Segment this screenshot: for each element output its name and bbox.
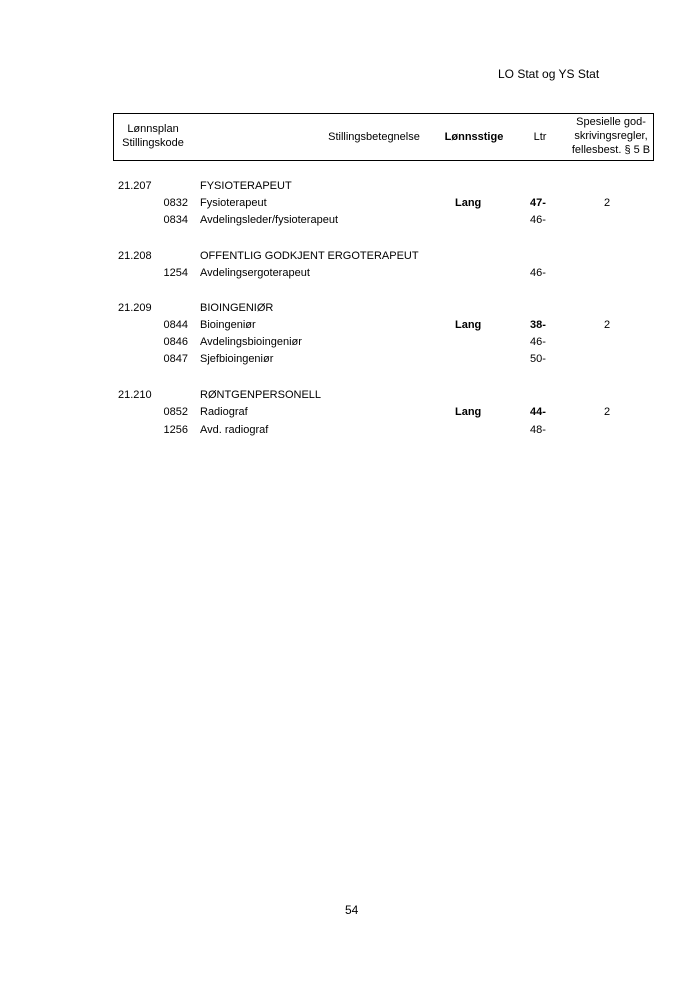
table-row bbox=[0, 317, 700, 333]
position-code: 0834 bbox=[163, 214, 188, 226]
table-row bbox=[0, 404, 700, 420]
salary-grade: 46- bbox=[530, 336, 546, 348]
table-row bbox=[0, 265, 700, 281]
group-name: FYSIOTERAPEUT bbox=[200, 180, 292, 192]
position-title: Sjefbioingeniør bbox=[200, 353, 274, 365]
table-row bbox=[0, 212, 700, 228]
header-ltr: Ltr bbox=[533, 131, 547, 143]
table-row bbox=[0, 351, 700, 367]
header-code bbox=[114, 122, 192, 150]
salary-grade: 44- bbox=[530, 406, 546, 418]
position-title: Radiograf bbox=[200, 406, 248, 418]
position-title: Avdelingsbioingeniør bbox=[200, 336, 302, 348]
table-row bbox=[0, 334, 700, 350]
table-row bbox=[0, 422, 700, 438]
position-code: 0847 bbox=[163, 353, 188, 365]
group-name: RØNTGENPERSONELL bbox=[200, 389, 322, 401]
special-rule: 2 bbox=[604, 406, 611, 418]
group-row bbox=[0, 387, 700, 403]
position-title: Avdelingsleder/fysioterapeut bbox=[200, 214, 338, 226]
salary-grade: 46- bbox=[530, 214, 546, 226]
group-name: OFFENTLIG GODKJENT ERGOTERAPEUT bbox=[200, 250, 419, 262]
header-code-line1: Lønnsplan bbox=[127, 123, 179, 135]
page-number: 54 bbox=[345, 903, 359, 917]
position-code: 1256 bbox=[163, 424, 188, 436]
group-row bbox=[0, 300, 700, 316]
salary-grade: 46- bbox=[530, 267, 546, 279]
salary-grade: 50- bbox=[530, 353, 546, 365]
header-rules-line2: skrivingsregler, bbox=[574, 130, 648, 142]
plan-code: 21.210 bbox=[118, 389, 152, 401]
plan-code: 21.208 bbox=[118, 250, 152, 262]
salary-ladder: Lang bbox=[455, 406, 482, 418]
salary-grade: 47- bbox=[530, 197, 546, 209]
position-code: 0844 bbox=[163, 319, 188, 331]
salary-grade: 38- bbox=[530, 319, 546, 331]
organization-header: LO Stat og YS Stat bbox=[498, 67, 600, 81]
group-name: BIOINGENIØR bbox=[200, 302, 274, 314]
header-stige: Lønnsstige bbox=[444, 131, 504, 143]
salary-ladder: Lang bbox=[455, 197, 482, 209]
position-title: Bioingeniør bbox=[200, 319, 256, 331]
position-code: 1254 bbox=[163, 267, 188, 279]
special-rule: 2 bbox=[604, 197, 611, 209]
group-row bbox=[0, 248, 700, 264]
position-code: 0846 bbox=[163, 336, 188, 348]
position-title: Fysioterapeut bbox=[200, 197, 267, 209]
salary-ladder: Lang bbox=[455, 319, 482, 331]
table-row bbox=[0, 195, 700, 211]
position-code: 0852 bbox=[163, 406, 188, 418]
plan-code: 21.209 bbox=[118, 302, 152, 314]
header-title: Stillingsbetegnelse bbox=[328, 131, 420, 143]
position-code: 0832 bbox=[163, 197, 188, 209]
header-rules-line1: Spesielle god- bbox=[576, 116, 646, 128]
header-code-line2: Stillingskode bbox=[122, 137, 184, 149]
plan-code: 21.207 bbox=[118, 180, 152, 192]
header-rules bbox=[569, 115, 653, 157]
header-rules-line3: fellesbest. § 5 B bbox=[571, 144, 651, 156]
group-row bbox=[0, 178, 700, 194]
table-header bbox=[113, 113, 654, 161]
salary-grade: 48- bbox=[530, 424, 546, 436]
position-title: Avd. radiograf bbox=[200, 424, 269, 436]
special-rule: 2 bbox=[604, 319, 611, 331]
position-title: Avdelingsergoterapeut bbox=[200, 267, 310, 279]
